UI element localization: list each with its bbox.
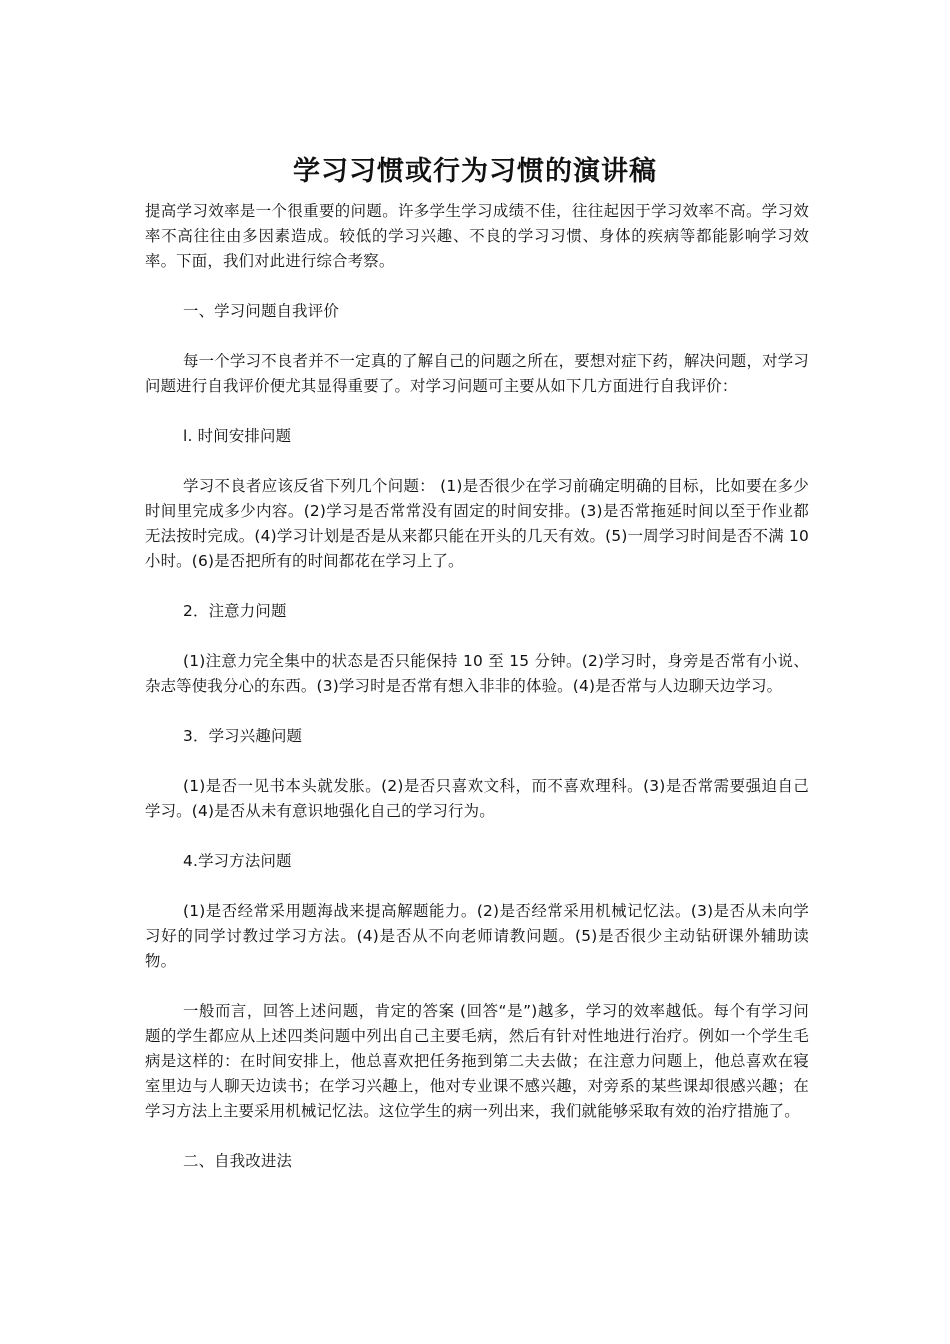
body-paragraph: (1)是否一见书本头就发胀。(2)是否只喜欢文科，而不喜欢理科。(3)是否常需要强迫自己学习。(4)是否从未有意识地强化自己的学习行为。 [145,777,809,820]
body-paragraph: 每一个学习不良者并不一定真的了解自己的问题之所在，要想对症下药，解决问题，对学习问题进行自我评价便尤其显得重要了。对学习问题可主要从如下几方面进行自我评价： [145,352,809,395]
body-paragraph: 一般而言，回答上述问题，肯定的答案 (回答“是”)越多，学习的效率越低。每个有学习问题的学生都应从上述四类问题中列出自己主要毛病，然后有针对性地进行治疗。例如一个学生毛病是这样的：在时间安排上，他总喜欢把任务拖到第二夫去做；在注意力问题上，他总喜欢在寝室里边与人聊天边读书；在学习兴趣上，他对专业课不感兴趣，对旁系的某些课却很感兴趣；在学习方法上主要采用机械记忆法。这位学生的病一列出来，我们就能够采取有效的治疗措施了。 [145,1002,809,1120]
section-heading-self-evaluation: 一、学习问题自我评价 [183,302,339,320]
document-title: 学习习惯或行为习惯的演讲稿 [293,156,657,187]
subsection-heading-attention: 2．注意力问题 [183,602,287,620]
subsection-heading-time: l. 时间安排问题 [183,427,292,445]
subsection-heading-interest: 3．学习兴趣问题 [183,727,303,745]
body-paragraph: 学习不良者应该反省下列几个问题： (1)是否很少在学习前确定明确的目标，比如要在多少时间里完成多少内容。(2)学习是否常常没有固定的时间安排。(3)是否常拖延时间以至于作业都无法按时完成。(4)学习计划是否是从来都只能在开头的几天有效。(5)一周学习时间是否不满 10 小时。(6)是否把所有的时间都花在学习上了。 [145,477,809,570]
document-body [145,199,809,1174]
intro-paragraph: 提高学习效率是一个很重要的问题。许多学生学习成绩不佳，往往起因于学习效率不高。学习效率不高往往由多因素造成。较低的学习兴趣、不良的学习习惯、身体的疾病等都能影响学习效率。下面，我们对此进行综合考察。 [145,202,809,270]
section-heading-self-improvement: 二、自我改进法 [183,1152,293,1170]
body-paragraph: (1)注意力完全集中的状态是否只能保持 10 至 15 分钟。(2)学习时，身旁是否常有小说、杂志等使我分心的东西。(3)学习时是否常有想入非非的体验。(4)是否常与人边聊天边学习。 [145,652,809,695]
subsection-heading-method: 4.学习方法问题 [183,852,292,870]
body-paragraph: (1)是否经常采用题海战来提高解题能力。(2)是否经常采用机械记忆法。(3)是否从未向学习好的同学讨教过学习方法。(4)是否从不向老师请教问题。(5)是否很少主动钻研课外辅助读物。 [145,902,809,970]
